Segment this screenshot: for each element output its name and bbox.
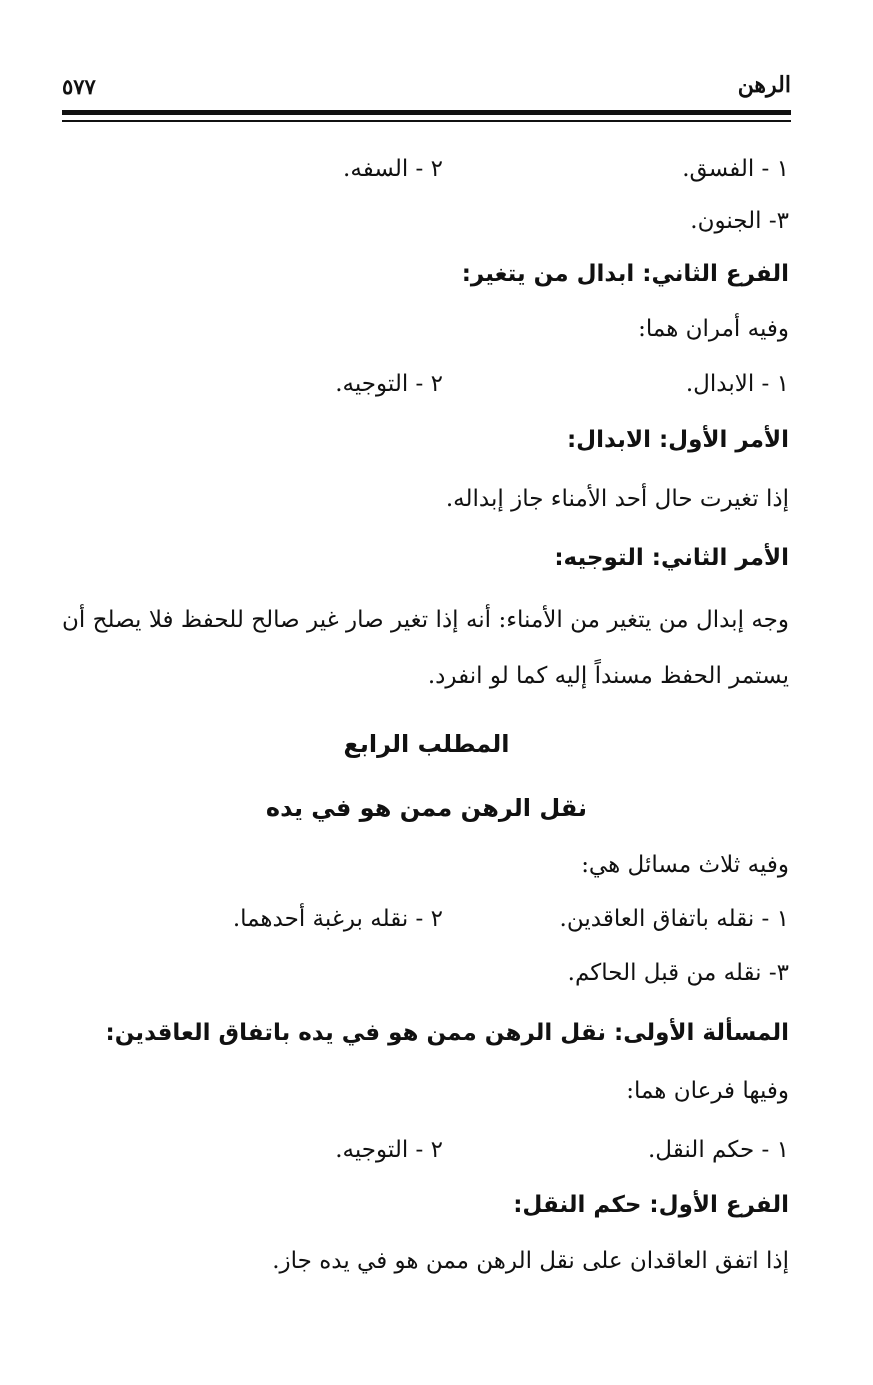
list-item-judge: ٣- نقله من قبل الحاكم. (567, 960, 789, 986)
heading-branch-one: الفرع الأول: حكم النقل: (513, 1192, 789, 1218)
list-item-junun: ٣- الجنون. (690, 208, 789, 234)
paragraph-ruling: إذا اتفق العاقدان على نقل الرهن ممن هو في يده جاز. (272, 1248, 789, 1274)
page-header (62, 72, 791, 106)
heading-branch-two: الفرع الثاني: ابدال من يتغير: (461, 261, 789, 287)
list-item-agreement: ١ - نقله باتفاق العاقدين. (559, 906, 789, 932)
intro-two-matters: وفيه أمران هما: (638, 316, 789, 342)
intro-three-issues: وفيه ثلاث مسائل هي: (581, 852, 789, 878)
list-item-tawjih-2: ٢ - التوجيه. (335, 1137, 443, 1163)
intro-two-branches: وفيها فرعان هما: (626, 1078, 789, 1104)
heading-issue-one: المسألة الأولى: نقل الرهن ممن هو في يده باتفاق العاقدين: (105, 1020, 789, 1046)
header-rule-thin (62, 120, 791, 122)
list-item-fisq: ١ - الفسق. (682, 156, 789, 182)
heading-matter-two: الأمر الثاني: التوجيه: (554, 545, 789, 571)
list-item-ruling: ١ - حكم النقل. (648, 1137, 789, 1163)
page-number: ٥٧٧ (62, 74, 96, 99)
section-subtitle: نقل الرهن ممن هو في يده (265, 794, 588, 822)
list-item-one-party: ٢ - نقله برغبة أحدهما. (232, 906, 443, 932)
paragraph-ibdal: إذا تغيرت حال أحد الأمناء جاز إبداله. (445, 486, 789, 512)
list-item-ibdal: ١ - الابدال. (685, 371, 789, 397)
heading-matter-one: الأمر الأول: الابدال: (566, 427, 789, 453)
section-title: المطلب الرابع (343, 730, 510, 758)
list-item-safah: ٢ - السفه. (343, 156, 443, 182)
list-item-tawjih: ٢ - التوجيه. (335, 371, 443, 397)
paragraph-tawjih: وجه إبدال من يتغير من الأمناء: أنه إذا تغير صار غير صالح للحفظ فلا يصلح أن يستمر الحفظ مسنداً إليه كما لو انفرد. (62, 607, 789, 689)
header-rule-thick (62, 110, 791, 115)
running-title: الرهن (737, 72, 791, 98)
